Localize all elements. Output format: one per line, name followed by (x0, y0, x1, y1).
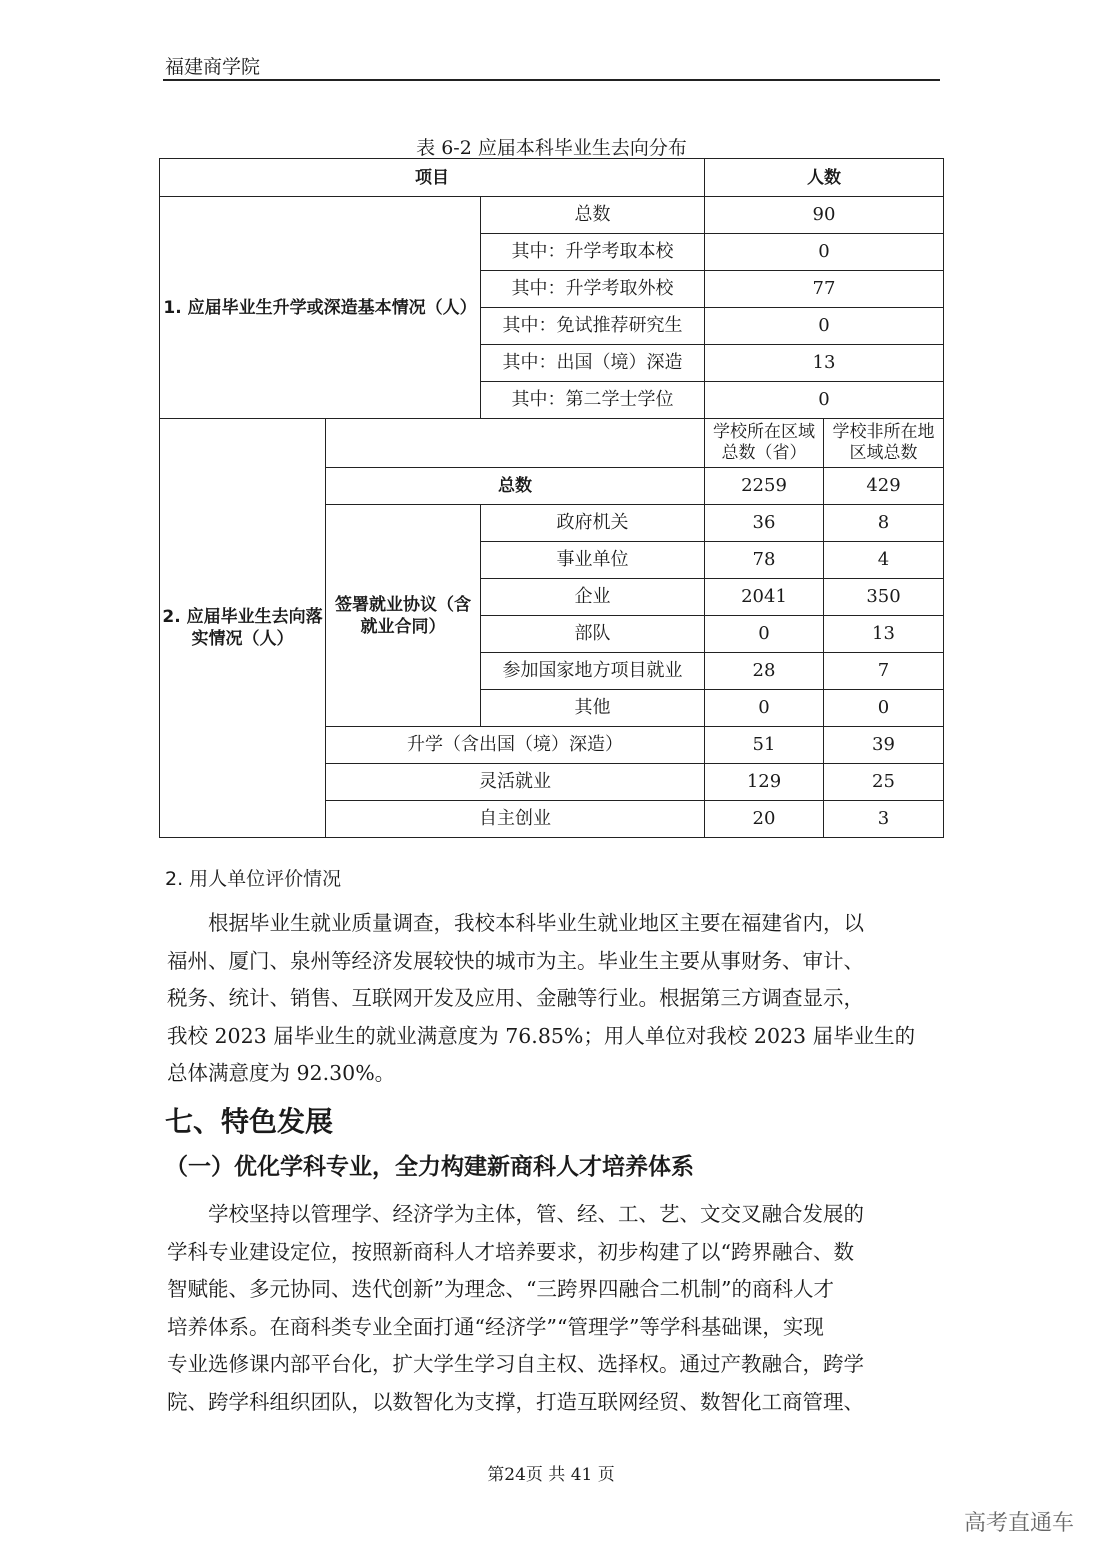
s1-value: 13 (705, 345, 944, 382)
paragraph-line: 福州、厦门、泉州等经济发展较快的城市为主。毕业生主要从事财务、审计、 (167, 948, 864, 973)
paragraph-line: 总体满意度为 92.30%。 (167, 1061, 396, 1085)
agreement-out: 0 (824, 690, 944, 727)
col-out-region: 学校非所在地区域总数 (824, 419, 944, 468)
agreement-in: 28 (705, 653, 824, 690)
agreement-in: 78 (705, 542, 824, 579)
agreement-label: 签署就业协议（含就业合同） (326, 505, 481, 727)
paragraph-line: 培养体系。在商科类专业全面打通“经济学”“管理学”等学科基础课，实现 (167, 1314, 824, 1339)
s1-item: 总数 (481, 197, 705, 234)
header-count: 人数 (705, 159, 944, 197)
section1-label: 1. 应届毕业生升学或深造基本情况（人） (160, 197, 481, 419)
chapter-title: 七、特色发展 (165, 1105, 334, 1138)
other-out: 25 (824, 764, 944, 801)
s2-total-out: 429 (824, 468, 944, 505)
other-in: 129 (705, 764, 824, 801)
section-subtitle: （一）优化学科专业，全力构建新商科人才培养体系 (165, 1154, 694, 1180)
employer-evaluation-heading: 2. 用人单位评价情况 (165, 868, 342, 890)
s1-value: 90 (705, 197, 944, 234)
agreement-item: 事业单位 (481, 542, 705, 579)
agreement-item: 其他 (481, 690, 705, 727)
header-divider (163, 79, 940, 81)
other-out: 39 (824, 727, 944, 764)
page-number: 第24页 共 41 页 (487, 1465, 615, 1485)
agreement-item: 参加国家地方项目就业 (481, 653, 705, 690)
agreement-out: 350 (824, 579, 944, 616)
paragraph-line: 智赋能、多元协同、迭代创新”为理念、“三跨界四融合二机制”的商科人才 (167, 1277, 834, 1301)
paragraph-line: 学科专业建设定位，按照新商科人才培养要求，初步构建了以“跨界融合、数 (167, 1239, 854, 1264)
other-item: 升学（含出国（境）深造） (326, 727, 705, 764)
agreement-in: 2041 (705, 579, 824, 616)
paragraph-line: 专业选修课内部平台化，扩大学生学习自主权、选择权。通过产教融合，跨学 (167, 1352, 864, 1376)
s2-total-in: 2259 (705, 468, 824, 505)
other-item: 自主创业 (326, 801, 705, 838)
paragraph-line: 根据毕业生就业质量调查，我校本科毕业生就业地区主要在福建省内，以 (208, 911, 864, 935)
employer-evaluation-paragraph (167, 905, 940, 1093)
paragraph-line: 我校 2023 届毕业生的就业满意度为 76.85%；用人单位对我校 2023 届毕业生的 (167, 1023, 916, 1048)
s1-value: 77 (705, 271, 944, 308)
s1-value: 0 (705, 234, 944, 271)
s1-value: 0 (705, 382, 944, 419)
graduate-destination-table (159, 158, 944, 838)
agreement-out: 4 (824, 542, 944, 579)
s1-value: 0 (705, 308, 944, 345)
s1-item: 其中：出国（境）深造 (481, 345, 705, 382)
agreement-out: 7 (824, 653, 944, 690)
other-out: 3 (824, 801, 944, 838)
watermark: 高考直通车 (963, 1511, 1074, 1536)
page-header: 福建商学院 (165, 56, 261, 78)
s1-item: 其中：第二学士学位 (481, 382, 705, 419)
other-in: 20 (705, 801, 824, 838)
s1-item: 其中：升学考取本校 (481, 234, 705, 271)
section2-label: 2. 应届毕业生去向落实情况（人） (160, 419, 326, 838)
feature-development-paragraph (167, 1196, 940, 1421)
agreement-in: 36 (705, 505, 824, 542)
paragraph-line: 院、跨学科组织团队，以数智化为支撑，打造互联网经贸、数智化工商管理、 (167, 1389, 864, 1414)
other-in: 51 (705, 727, 824, 764)
other-item: 灵活就业 (326, 764, 705, 801)
agreement-item: 政府机关 (481, 505, 705, 542)
agreement-in: 0 (705, 616, 824, 653)
header-item: 项目 (160, 159, 705, 197)
s1-item: 其中：免试推荐研究生 (481, 308, 705, 345)
s1-item: 其中：升学考取外校 (481, 271, 705, 308)
section2-blank-header (326, 419, 705, 468)
table-caption: 表 6-2 应届本科毕业生去向分布 (416, 137, 687, 159)
paragraph-line: 学校坚持以管理学、经济学为主体，管、经、工、艺、文交叉融合发展的 (208, 1202, 864, 1226)
agreement-item: 部队 (481, 616, 705, 653)
agreement-out: 13 (824, 616, 944, 653)
col-in-region: 学校所在区域总数（省） (705, 419, 824, 468)
s2-total-label: 总数 (326, 468, 705, 505)
agreement-out: 8 (824, 505, 944, 542)
agreement-in: 0 (705, 690, 824, 727)
paragraph-line: 税务、统计、销售、互联网开发及应用、金融等行业。根据第三方调查显示， (167, 986, 864, 1010)
agreement-item: 企业 (481, 579, 705, 616)
